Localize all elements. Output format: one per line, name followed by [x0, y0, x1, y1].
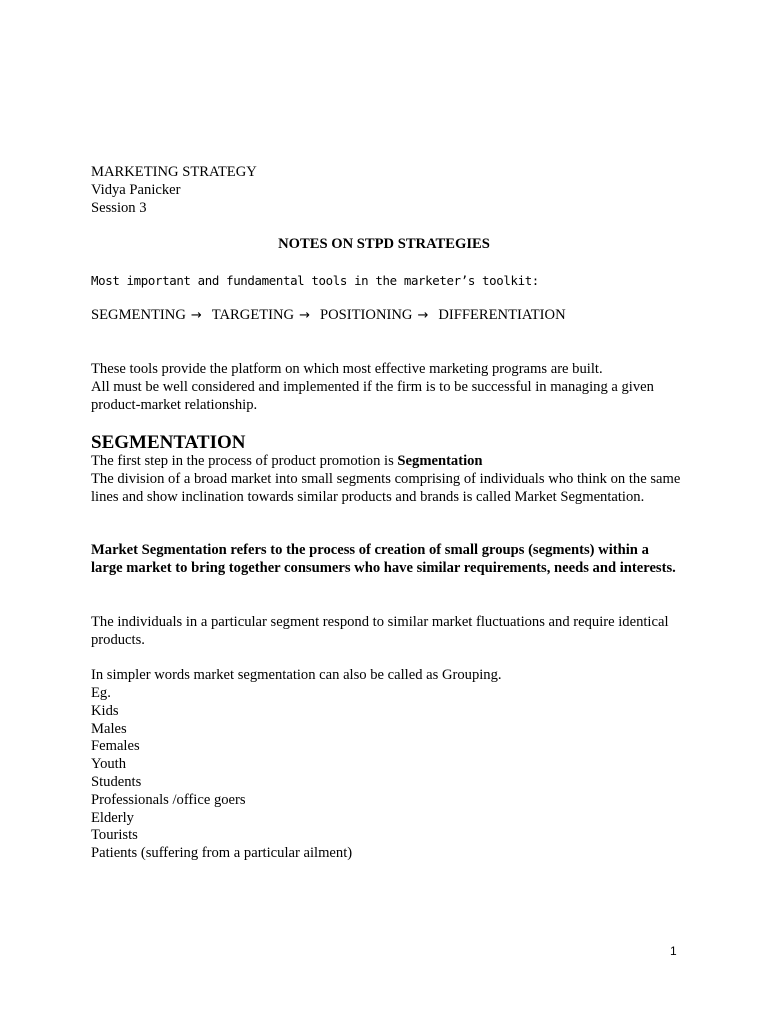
platform-line-1: These tools provide the platform on which most effective marketing programs are built.: [91, 361, 603, 377]
stpd-flow: [91, 307, 566, 325]
list-item: Males: [91, 720, 127, 737]
flow-step-differentiation: DIFFERENTIATION: [438, 307, 566, 323]
course-title: MARKETING STRATEGY: [91, 164, 257, 180]
examples-list: [91, 685, 352, 863]
division-paragraph: The division of a broad market into small segments comprising of individuals who think on the same lines and show inclination towards similar products and brands is called Market Segmentation.: [91, 471, 681, 505]
list-item: Students: [91, 773, 142, 790]
simpler-words-line: In simpler words market segmentation can also be called as Grouping.: [91, 667, 502, 683]
flow-step-segmenting: SEGMENTING: [91, 307, 186, 323]
intro-line: Most important and fundamental tools in the marketer’s toolkit:: [91, 273, 539, 288]
respond-paragraph: The individuals in a particular segment respond to similar market fluctuations and require identical products.: [91, 614, 669, 648]
list-item: Patients (suffering from a particular ailment): [91, 845, 353, 862]
list-item: Tourists: [91, 827, 138, 844]
arrow-right-icon: →: [299, 308, 310, 323]
page-number: 1: [670, 944, 677, 958]
arrow-right-icon: →: [417, 308, 429, 323]
platform-line-3: product-market relationship.: [91, 397, 258, 413]
first-step-bold: Segmentation: [397, 453, 483, 469]
platform-line-2: All must be well considered and implemented if the firm is to be successful in managing a given: [91, 379, 654, 395]
session-label: Session 3: [91, 200, 147, 216]
flow-step-positioning: POSITIONING: [320, 307, 413, 323]
list-item: Youth: [91, 756, 127, 773]
list-item: Females: [91, 738, 140, 755]
flow-step-targeting: TARGETING: [211, 307, 295, 323]
arrow-right-icon: →: [190, 308, 202, 323]
examples-label: Eg.: [91, 685, 111, 701]
list-item: Kids: [91, 702, 119, 719]
author-name: Vidya Panicker: [91, 182, 181, 198]
definition-paragraph: Market Segmentation refers to the process of creation of small groups (segments) within a large market to bring together consumers who have similar requirements, needs and interests.: [91, 542, 676, 576]
list-item: Professionals /office goers: [91, 791, 246, 808]
first-step-text: The first step in the process of product promotion is: [91, 453, 398, 469]
segmentation-heading: SEGMENTATION: [91, 432, 246, 453]
list-item: Elderly: [91, 809, 134, 826]
notes-title: NOTES ON STPD STRATEGIES: [278, 236, 490, 252]
first-step-paragraph: [91, 453, 691, 471]
